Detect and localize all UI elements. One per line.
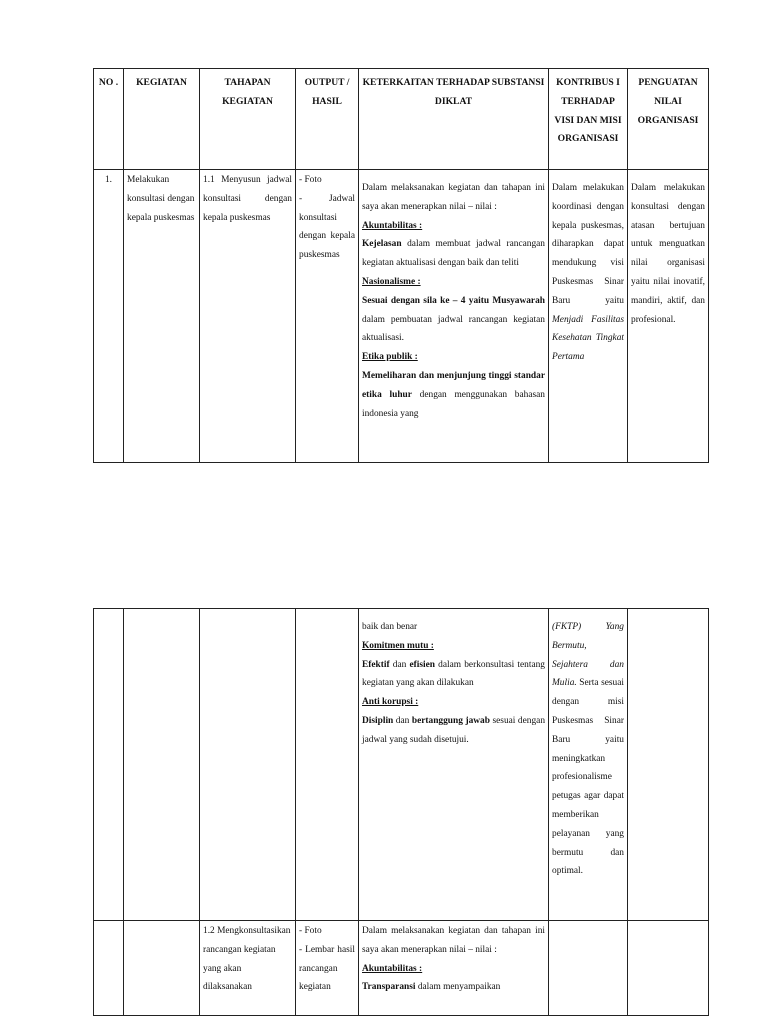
cell-penguatan [628, 170, 709, 463]
kontribusi-text: Dalam melakukan koordinasi dengan kepala puskesmas, diharapkan dapat mendukung visi Puskesmas Sinar Baru yaitu [552, 183, 624, 306]
value-heading-akuntabilitas: Akuntabilitas : [362, 220, 423, 231]
value-heading-etika: Etika publik : [362, 352, 418, 363]
tahapan-text: 1.2 Mengkonsultasikan rancangan kegiatan yang akan dilaksanakan [203, 926, 291, 993]
value-text: Sesuai dengan sila ke – 4 yaitu Musyawarah dalam pembuatan jadwal rancangan kegiatan aktualisasi. [362, 295, 545, 344]
kontribusi-italic: (FKTP) Yang Bermutu, Sejahtera dan Mulia. [552, 622, 624, 689]
value-heading-komitmen: Komitmen mutu : [362, 640, 434, 651]
cell-kontribusi [549, 609, 628, 921]
table-row [94, 609, 709, 921]
cell-kontribusi [549, 921, 628, 1016]
kontribusi-text: Serta sesuai dengan misi Puskesmas Sinar Baru yaitu meningkatkan profesionalisme petugas agar dapat memberikan pelayanan yang bermutu dan optimal. [552, 678, 624, 877]
cell-penguatan [628, 921, 709, 1016]
keterkaitan-intro: Dalam melaksanakan kegiatan dan tahapan ini saya akan menerapkan nilai – nilai : [362, 183, 545, 212]
cell-no [94, 921, 124, 1016]
value-text: Disiplin dan bertanggung jawab sesuai dengan jadwal yang sudah disetujui. [362, 715, 546, 745]
output-item: - Lembar hasil rancangan kegiatan [299, 944, 355, 993]
header-kegiatan: KEGIATAN [124, 69, 200, 170]
value-text: Transparansi dalam menyampaikan [362, 982, 501, 993]
cell-output [296, 921, 359, 1016]
cell-kegiatan [124, 921, 200, 1016]
value-heading-akuntabilitas: Akuntabilitas : [362, 963, 423, 974]
cell-kontribusi [549, 170, 628, 463]
header-keterkaitan: KETERKAITAN TERHADAP SUBSTANSI DIKLAT [359, 69, 549, 170]
cell-output [296, 170, 359, 463]
cell-keterkaitan [359, 609, 549, 921]
value-text: Kejelasan dalam membuat jadwal rancangan kegiatan aktualisasi dengan baik dan teliti [362, 239, 545, 269]
table-row [94, 921, 709, 1016]
cell-kegiatan [124, 170, 200, 463]
table-header-row [94, 69, 709, 170]
header-output: OUTPUT / HASIL [296, 69, 359, 170]
cell-tahapan [200, 921, 296, 1016]
output-item: - Foto [299, 175, 322, 185]
value-heading-antikorupsi: Anti korupsi : [362, 697, 419, 708]
header-no: NO . [94, 69, 124, 170]
value-heading-nasionalisme: Nasionalisme : [362, 276, 421, 287]
activity-table-page-2 [93, 608, 709, 1016]
cell-kegiatan [124, 609, 200, 921]
cell-output [296, 609, 359, 921]
header-tahapan: TAHAPAN KEGIATAN [200, 69, 296, 170]
table-row [94, 170, 709, 463]
cell-no [94, 609, 124, 921]
keterkaitan-intro: Dalam melaksanakan kegiatan dan tahapan ini saya akan menerapkan nilai – nilai : [362, 926, 545, 955]
keterkaitan-cont: baik dan benar [362, 622, 418, 632]
cell-tahapan [200, 170, 296, 463]
header-penguatan: PENGUATAN NILAI ORGANISASI [628, 69, 709, 170]
value-text: Efektif dan efisien dalam berkonsultasi tentang kegiatan yang akan dilakukan [362, 659, 545, 689]
cell-penguatan [628, 609, 709, 921]
header-kontribusi: KONTRIBUS I TERHADAP VISI DAN MISI ORGANISASI [549, 69, 628, 170]
activity-table-page-1 [93, 68, 709, 463]
output-item: - Jadwal konsultasi dengan kepala puskesmas [299, 193, 355, 261]
penguatan-text: Dalam melakukan konsultasi dengan atasan bertujuan untuk menguatkan nilai organisasi yaitu nilai inovatif, mandiri, aktif, dan profesional. [631, 183, 705, 325]
cell-keterkaitan [359, 921, 549, 1016]
cell-no: 1. [94, 170, 124, 463]
output-item: - Foto [299, 926, 322, 936]
cell-keterkaitan [359, 170, 549, 463]
tahapan-text: 1.1 Menyusun jadwal konsultasi dengan kepala puskesmas [203, 175, 292, 223]
kontribusi-italic: Menjadi Fasilitas Kesehatan Tingkat Pertama [552, 314, 624, 363]
kegiatan-text: Melakukan konsultasi dengan kepala puskesmas [127, 175, 195, 223]
value-text: Memeliharan dan menjunjung tinggi standar etika luhur dengan menggunakan bahasan indonesia yang [362, 370, 545, 419]
cell-tahapan [200, 609, 296, 921]
